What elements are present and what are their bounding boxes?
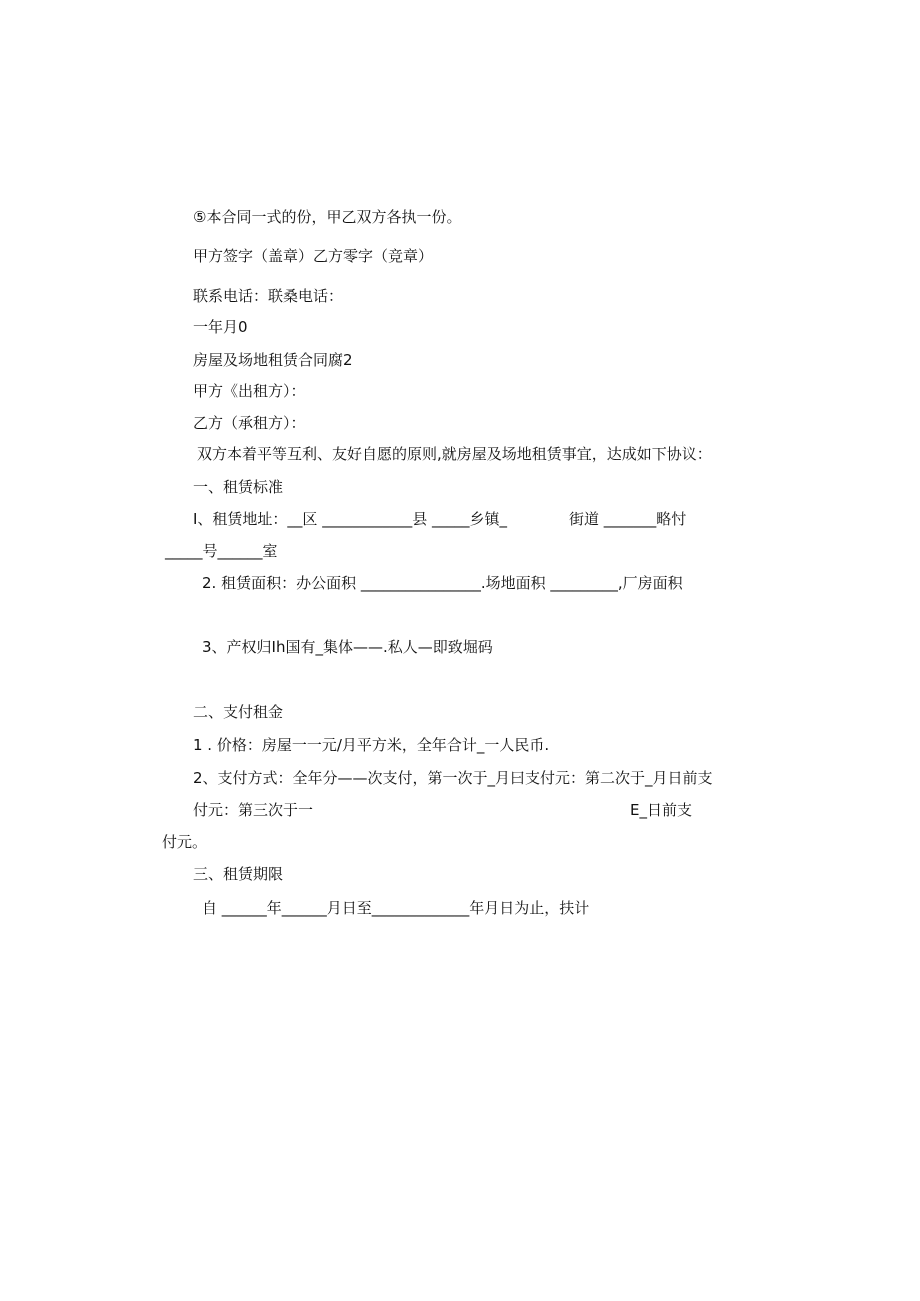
contact-phone-line: 联系电话：联桑电话： [193, 287, 344, 305]
section-heading-lease-standard: 一、租赁标准 [193, 478, 284, 496]
payment-method-line: 2、支付方式：全年分——次支付，第一次于_月曰支付元：第二次于_月日前支 [193, 769, 713, 787]
lease-address-street: 街道 _______略忖 [569, 510, 687, 528]
lease-address-line: I、租赁地址：__区 ____________县 _____乡镇_ [193, 510, 507, 528]
section-heading-rent-payment: 二、支付租金 [193, 703, 284, 721]
preamble: 双方本着平等互利、友好自愿的原则,就房屋及场地租赁事宜，达成如下协议： [197, 445, 712, 463]
contract-title: 房屋及场地租赁合同腐2 [193, 351, 353, 369]
date-line: 一年月0 [193, 318, 248, 336]
payment-continuation: 付元。 [162, 833, 208, 851]
signature-line: 甲方签字（盖章）乙方零字（竞章） [193, 247, 434, 265]
price-line: 1 . 价格：房屋一一元/月平方米，全年合计_一人民币. [193, 736, 550, 754]
section-heading-lease-term: 三、租赁期限 [193, 865, 284, 883]
lease-area-line: 2. 租赁面积：办公面积 ________________.场地面积 _________,厂房面积 [202, 574, 683, 592]
party-a-line: 甲方《出租方）： [193, 382, 306, 400]
party-b-line: 乙方（承租方）： [193, 414, 306, 432]
third-payment-date: E_日前支 [630, 801, 692, 819]
third-payment-line: 付元：第三次于一 [193, 801, 314, 819]
property-rights-line: 3、产权归Ih国有_集体——.私人—即致堀码 [202, 638, 493, 656]
lease-address-room: _____号______室 [165, 542, 278, 560]
copies-clause: ⑤本合同一式的份，甲乙双方各执一份。 [193, 208, 462, 226]
lease-term-line: 自 ______年______月日至_____________年月日为止，扶计 [202, 899, 590, 917]
